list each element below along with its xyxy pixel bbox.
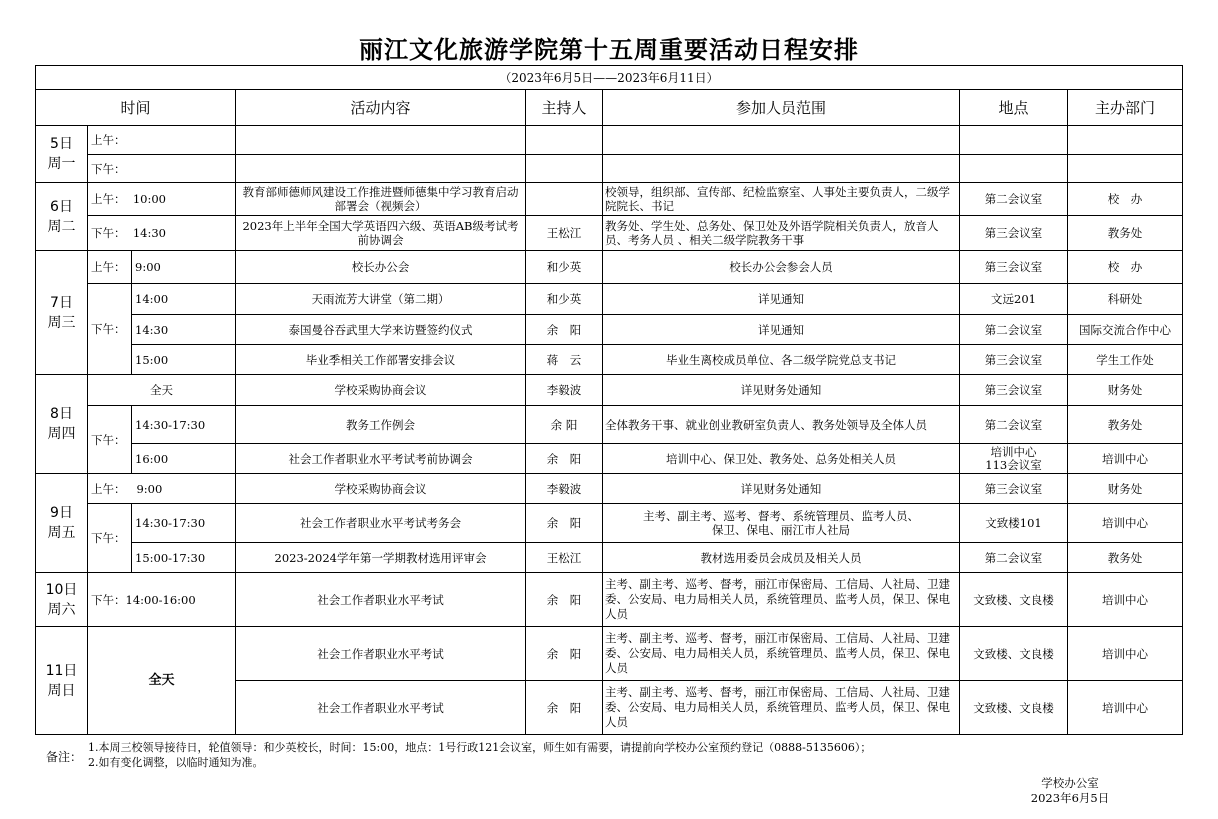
signoff — [1020, 776, 1120, 806]
host-cell: 和少英 — [526, 284, 603, 315]
location-cell: 第三会议室 — [960, 251, 1068, 284]
location-cell: 文致楼101 — [960, 504, 1068, 543]
notes-label: 备注： — [46, 750, 83, 764]
period-cell: 下午： — [88, 504, 132, 573]
host-cell: 李毅波 — [526, 474, 603, 504]
day-cell: 8日 周四 — [36, 375, 88, 474]
location-cell: 第三会议室 — [960, 474, 1068, 504]
location-cell: 第三会议室 — [960, 216, 1068, 251]
content-cell: 学校采购协商会议 — [236, 474, 526, 504]
content-cell: 2023-2024学年第一学期教材选用评审会 — [236, 543, 526, 573]
location-cell: 第二会议室 — [960, 183, 1068, 216]
table-row — [36, 474, 1183, 504]
participants-cell — [603, 126, 960, 155]
content-cell: 天雨流芳大讲堂（第二期） — [236, 284, 526, 315]
department-cell: 培训中心 — [1068, 444, 1183, 474]
content-cell — [236, 126, 526, 155]
host-cell: 余 阳 — [526, 444, 603, 474]
table-row — [36, 543, 1183, 573]
note-line-2: 2.如有变化调整，以临时通知为准。 — [88, 756, 264, 769]
department-cell: 科研处 — [1068, 284, 1183, 315]
host-cell: 余 阳 — [526, 406, 603, 444]
location-cell: 第二会议室 — [960, 406, 1068, 444]
table-row — [36, 573, 1183, 627]
day-cell: 9日 周五 — [36, 474, 88, 573]
period-cell — [88, 216, 236, 251]
time-label: 14:30 — [132, 226, 166, 240]
content-cell: 社会工作者职业水平考试 — [236, 681, 526, 735]
department-cell: 校 办 — [1068, 251, 1183, 284]
header-host: 主持人 — [526, 90, 603, 126]
content-cell: 社会工作者职业水平考试考前协调会 — [236, 444, 526, 474]
host-cell: 蒋 云 — [526, 345, 603, 375]
department-cell — [1068, 155, 1183, 183]
time-cell: 14:00 — [132, 284, 236, 315]
location-cell: 第三会议室 — [960, 375, 1068, 406]
department-cell: 教务处 — [1068, 543, 1183, 573]
time-label: 9:00 — [136, 481, 163, 496]
time-cell: 15:00 — [132, 345, 236, 375]
day-cell: 7日 周三 — [36, 251, 88, 375]
host-cell: 王松江 — [526, 543, 603, 573]
department-cell: 财务处 — [1068, 375, 1183, 406]
period-cell: 下午： — [88, 284, 132, 375]
location-cell — [960, 155, 1068, 183]
participants-cell: 主考、副主考、巡考、督考，丽江市保密局、工信局、人社局、卫建委、公安局、电力局相关人员，系统管理员、监考人员，保卫、保电人员 — [603, 573, 960, 627]
period-cell — [88, 474, 236, 504]
notes-lines — [88, 740, 871, 770]
table-row — [36, 406, 1183, 444]
period-cell: 上午： — [88, 126, 236, 155]
period-label: 上午： — [91, 192, 126, 206]
period-cell: 上午： — [88, 251, 132, 284]
content-cell: 社会工作者职业水平考试考务会 — [236, 504, 526, 543]
period-cell: 下午： — [88, 406, 132, 474]
date-range: （2023年6月5日——2023年6月11日） — [36, 66, 1183, 90]
time-cell: 9:00 — [132, 251, 236, 284]
host-cell — [526, 183, 603, 216]
participants-cell: 培训中心、保卫处、教务处、总务处相关人员 — [603, 444, 960, 474]
participants-cell: 教务处、学生处、总务处、保卫处及外语学院相关负责人，放音人员、考务人员 、相关二级学院教务干事 — [603, 216, 960, 251]
table-row — [36, 345, 1183, 375]
participants-cell: 详见财务处通知 — [603, 474, 960, 504]
department-cell: 国际交流合作中心 — [1068, 315, 1183, 345]
table-row — [36, 504, 1183, 543]
content-cell — [236, 155, 526, 183]
location-cell — [960, 126, 1068, 155]
host-cell: 王松江 — [526, 216, 603, 251]
table-row — [36, 375, 1183, 406]
table-row — [36, 444, 1183, 474]
host-cell: 李毅波 — [526, 375, 603, 406]
time-cell: 16:00 — [132, 444, 236, 474]
content-cell: 毕业季相关工作部署安排会议 — [236, 345, 526, 375]
table-row — [36, 315, 1183, 345]
participants-cell: 主考、副主考、巡考、督考，丽江市保密局、工信局、人社局、卫建委、公安局、电力局相关人员，系统管理员、监考人员，保卫、保电人员 — [603, 627, 960, 681]
content-cell: 学校采购协商会议 — [236, 375, 526, 406]
participants-cell: 校长办公会参会人员 — [603, 251, 960, 284]
header-location: 地点 — [960, 90, 1068, 126]
period-cell: 全天 — [88, 375, 236, 406]
location-cell: 培训中心 113会议室 — [960, 444, 1068, 474]
header-department: 主办部门 — [1068, 90, 1183, 126]
table-row — [36, 126, 1183, 155]
table-row — [36, 216, 1183, 251]
day-cell: 11日 周日 — [36, 627, 88, 735]
department-cell: 教务处 — [1068, 406, 1183, 444]
content-cell: 教务工作例会 — [236, 406, 526, 444]
table-row — [36, 284, 1183, 315]
location-cell: 第二会议室 — [960, 543, 1068, 573]
department-cell: 校 办 — [1068, 183, 1183, 216]
participants-cell: 毕业生离校成员单位、各二级学院党总支书记 — [603, 345, 960, 375]
department-cell — [1068, 126, 1183, 155]
schedule-table — [35, 65, 1183, 735]
participants-cell: 全体教务干事、就业创业教研室负责人、教务处领导及全体人员 — [603, 406, 960, 444]
header-participants: 参加人员范围 — [603, 90, 960, 126]
content-cell: 教育部师德师风建设工作推进暨师德集中学习教育启动部署会（视频会） — [236, 183, 526, 216]
content-cell: 泰国曼谷吞武里大学来访暨签约仪式 — [236, 315, 526, 345]
page-title: 丽江文化旅游学院第十五周重要活动日程安排 — [359, 35, 859, 64]
participants-cell: 详见通知 — [603, 284, 960, 315]
host-cell: 余 阳 — [526, 681, 603, 735]
signoff-office: 学校办公室 — [1041, 776, 1099, 790]
time-cell: 14:30-17:30 — [132, 406, 236, 444]
department-cell: 培训中心 — [1068, 504, 1183, 543]
location-cell: 第二会议室 — [960, 315, 1068, 345]
day-cell: 6日 周二 — [36, 183, 88, 251]
host-cell: 余 阳 — [526, 504, 603, 543]
time-cell: 14:30 — [132, 315, 236, 345]
period-label: 下午： — [91, 226, 126, 240]
participants-cell: 教材选用委员会成员及相关人员 — [603, 543, 960, 573]
header-time: 时间 — [36, 90, 236, 126]
period-label: 上午： — [91, 481, 126, 496]
time-cell: 15:00-17:30 — [132, 543, 236, 573]
department-cell: 财务处 — [1068, 474, 1183, 504]
department-cell: 培训中心 — [1068, 573, 1183, 627]
table-row — [36, 183, 1183, 216]
participants-cell: 主考、副主考、巡考、督考、系统管理员、监考人员、 保卫、保电、丽江市人社局 — [603, 504, 960, 543]
header-content: 活动内容 — [236, 90, 526, 126]
participants-cell: 校领导，组织部、宣传部、纪检监察室、人事处主要负责人，二级学院院长、书记 — [603, 183, 960, 216]
participants-cell — [603, 155, 960, 183]
time-cell: 14:30-17:30 — [132, 504, 236, 543]
host-cell — [526, 126, 603, 155]
host-cell: 和少英 — [526, 251, 603, 284]
period-cell: 全天 — [88, 627, 236, 735]
location-cell: 文致楼、文良楼 — [960, 627, 1068, 681]
signoff-date: 2023年6月5日 — [1030, 791, 1110, 805]
period-cell — [88, 183, 236, 216]
day-cell: 10日 周六 — [36, 573, 88, 627]
content-cell: 校长办公会 — [236, 251, 526, 284]
content-cell: 社会工作者职业水平考试 — [236, 573, 526, 627]
host-cell: 余 阳 — [526, 315, 603, 345]
participants-cell: 主考、副主考、巡考、督考，丽江市保密局、工信局、人社局、卫建委、公安局、电力局相关人员，系统管理员、监考人员，保卫、保电人员 — [603, 681, 960, 735]
department-cell: 培训中心 — [1068, 681, 1183, 735]
period-cell: 下午： — [88, 155, 236, 183]
location-cell: 文致楼、文良楼 — [960, 573, 1068, 627]
department-cell: 培训中心 — [1068, 627, 1183, 681]
host-cell — [526, 155, 603, 183]
department-cell: 学生工作处 — [1068, 345, 1183, 375]
time-label: 10:00 — [132, 192, 166, 206]
table-row — [36, 251, 1183, 284]
content-cell: 社会工作者职业水平考试 — [236, 627, 526, 681]
table-row — [36, 155, 1183, 183]
table-row — [36, 627, 1183, 681]
content-cell: 2023年上半年全国大学英语四六级、英语AB级考试考前协调会 — [236, 216, 526, 251]
department-cell: 教务处 — [1068, 216, 1183, 251]
participants-cell: 详见通知 — [603, 315, 960, 345]
location-cell: 文致楼、文良楼 — [960, 681, 1068, 735]
host-cell: 余 阳 — [526, 627, 603, 681]
participants-cell: 详见财务处通知 — [603, 375, 960, 406]
location-cell: 文远201 — [960, 284, 1068, 315]
period-cell: 下午：14:00-16:00 — [88, 573, 236, 627]
location-cell: 第三会议室 — [960, 345, 1068, 375]
header-row — [36, 90, 1183, 126]
note-line-1: 1.本周三校领导接待日，轮值领导：和少英校长，时间：15:00，地点：1号行政121会议室，师生如有需要，请提前向学校办公室预约登记（0888-5135606）； — [88, 741, 872, 754]
host-cell: 余 阳 — [526, 573, 603, 627]
day-cell: 5日 周一 — [36, 126, 88, 183]
